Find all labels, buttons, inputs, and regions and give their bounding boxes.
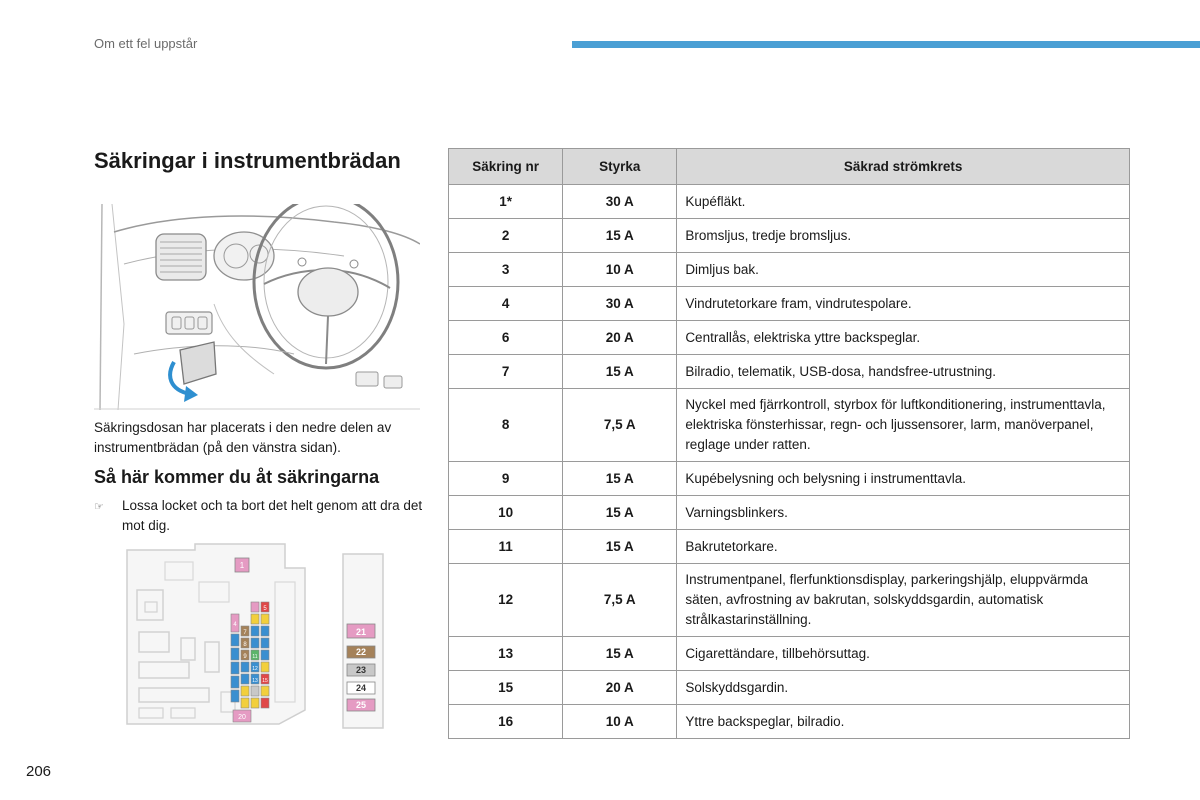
fuse-number: 10 xyxy=(449,496,563,530)
svg-text:25: 25 xyxy=(355,700,367,710)
fuse-rating: 30 A xyxy=(563,287,677,321)
svg-text:22: 22 xyxy=(355,647,367,657)
svg-text:13: 13 xyxy=(252,678,258,684)
fuse-table xyxy=(448,148,1130,739)
fuse-number: 3 xyxy=(449,253,563,287)
column-header-fuse-number: Säkring nr xyxy=(449,149,563,185)
fuse-rating: 30 A xyxy=(563,185,677,219)
fuse-circuit: Bromsljus, tredje bromsljus. xyxy=(677,219,1130,253)
table-row xyxy=(449,462,1130,496)
svg-text:5: 5 xyxy=(263,606,267,612)
fuse-circuit: Centrallås, elektriska yttre backspeglar. xyxy=(677,321,1130,355)
fuse-box-diagram xyxy=(125,542,387,730)
fuse-number: 7 xyxy=(449,355,563,389)
table-row xyxy=(449,219,1130,253)
svg-text:23: 23 xyxy=(355,665,367,675)
fuse-rating: 10 A xyxy=(563,705,677,739)
fuse-rating: 15 A xyxy=(563,637,677,671)
fuse-number: 2 xyxy=(449,219,563,253)
table-row xyxy=(449,705,1130,739)
fuse-circuit: Kupébelysning och belysning i instrumenttavla. xyxy=(677,462,1130,496)
svg-text:11: 11 xyxy=(252,654,258,660)
table-row xyxy=(449,185,1130,219)
access-subheading: Så här kommer du åt säkringarna xyxy=(94,467,380,487)
fuse-rating: 15 A xyxy=(563,496,677,530)
svg-text:20: 20 xyxy=(238,714,246,721)
column-header-rating: Styrka xyxy=(563,149,677,185)
fuse-circuit: Kupéfläkt. xyxy=(677,185,1130,219)
fuse-circuit: Dimljus bak. xyxy=(677,253,1130,287)
fuse-rating: 20 A xyxy=(563,321,677,355)
fuse-circuit: Bakrutetorkare. xyxy=(677,530,1130,564)
column-header-circuit: Säkrad strömkrets xyxy=(677,149,1130,185)
fuse-rating: 15 A xyxy=(563,219,677,253)
fuse-number: 6 xyxy=(449,321,563,355)
fuse-circuit: Cigarettändare, tillbehörsuttag. xyxy=(677,637,1130,671)
fuse-rating: 15 A xyxy=(563,462,677,496)
fuse-number: 8 xyxy=(449,389,563,462)
instruction-text: Lossa locket och ta bort det helt genom att dra det mot dig. xyxy=(122,498,423,533)
svg-text:15: 15 xyxy=(262,678,268,684)
fuse-rating: 15 A xyxy=(563,355,677,389)
svg-text:9: 9 xyxy=(243,654,247,660)
fuse-label: 1 xyxy=(239,561,245,570)
fuse-number: 13 xyxy=(449,637,563,671)
fuse-circuit: Vindrutetorkare fram, vindrutespolare. xyxy=(677,287,1130,321)
table-row xyxy=(449,253,1130,287)
fuse-circuit: Yttre backspeglar, bilradio. xyxy=(677,705,1130,739)
table-row xyxy=(449,287,1130,321)
table-row xyxy=(449,637,1130,671)
fuse-circuit: Bilradio, telematik, USB-dosa, handsfree-utrustning. xyxy=(677,355,1130,389)
page-number: 206 xyxy=(26,763,52,780)
svg-text:4: 4 xyxy=(233,622,237,628)
table-row xyxy=(449,671,1130,705)
fuse-rating: 15 A xyxy=(563,530,677,564)
hand-pointer-icon: ☞ xyxy=(94,501,104,513)
header-accent-bar xyxy=(572,41,1200,48)
fuse-number: 11 xyxy=(449,530,563,564)
fuse-number: 9 xyxy=(449,462,563,496)
fuse-table-header xyxy=(449,149,1130,185)
fuse-number: 16 xyxy=(449,705,563,739)
table-row xyxy=(449,321,1130,355)
fuse-rating: 7,5 A xyxy=(563,389,677,462)
fuse-circuit: Solskyddsgardin. xyxy=(677,671,1130,705)
fuse-rating: 20 A xyxy=(563,671,677,705)
instruction-item xyxy=(94,496,424,536)
section-label: Om ett fel uppstår xyxy=(94,36,198,51)
fuse-number: 12 xyxy=(449,564,563,637)
svg-text:7: 7 xyxy=(243,630,247,636)
fuse-circuit: Varningsblinkers. xyxy=(677,496,1130,530)
fuse-number: 4 xyxy=(449,287,563,321)
table-row xyxy=(449,564,1130,637)
table-row xyxy=(449,496,1130,530)
page-title: Säkringar i instrumentbrädan xyxy=(94,148,401,173)
fuse-box-location-text: Säkringsdosan har placerats i den nedre delen av instrumentbrädan (på den vänstra sidan). xyxy=(94,420,392,455)
table-row xyxy=(449,389,1130,462)
fuse-rating: 10 A xyxy=(563,253,677,287)
svg-text:21: 21 xyxy=(355,627,367,637)
fuse-rating: 7,5 A xyxy=(563,564,677,637)
fuse-number: 15 xyxy=(449,671,563,705)
svg-text:8: 8 xyxy=(243,642,247,648)
dashboard-illustration xyxy=(94,204,420,410)
fuse-circuit: Instrumentpanel, flerfunktionsdisplay, parkeringshjälp, eluppvärmda säten, avfrostning av bakrutan, solskyddsgardin, automatisk strålkastarinställning. xyxy=(677,564,1130,637)
svg-text:24: 24 xyxy=(355,683,367,693)
fuse-circuit: Nyckel med fjärrkontroll, styrbox för luftkonditionering, instrumenttavla, elektriska fönsterhissar, regn- och ljussensorer, larm, manöverpanel, reglage under ratten. xyxy=(677,389,1130,462)
table-row xyxy=(449,355,1130,389)
table-row xyxy=(449,530,1130,564)
fuse-number: 1* xyxy=(449,185,563,219)
svg-text:12: 12 xyxy=(252,666,258,672)
